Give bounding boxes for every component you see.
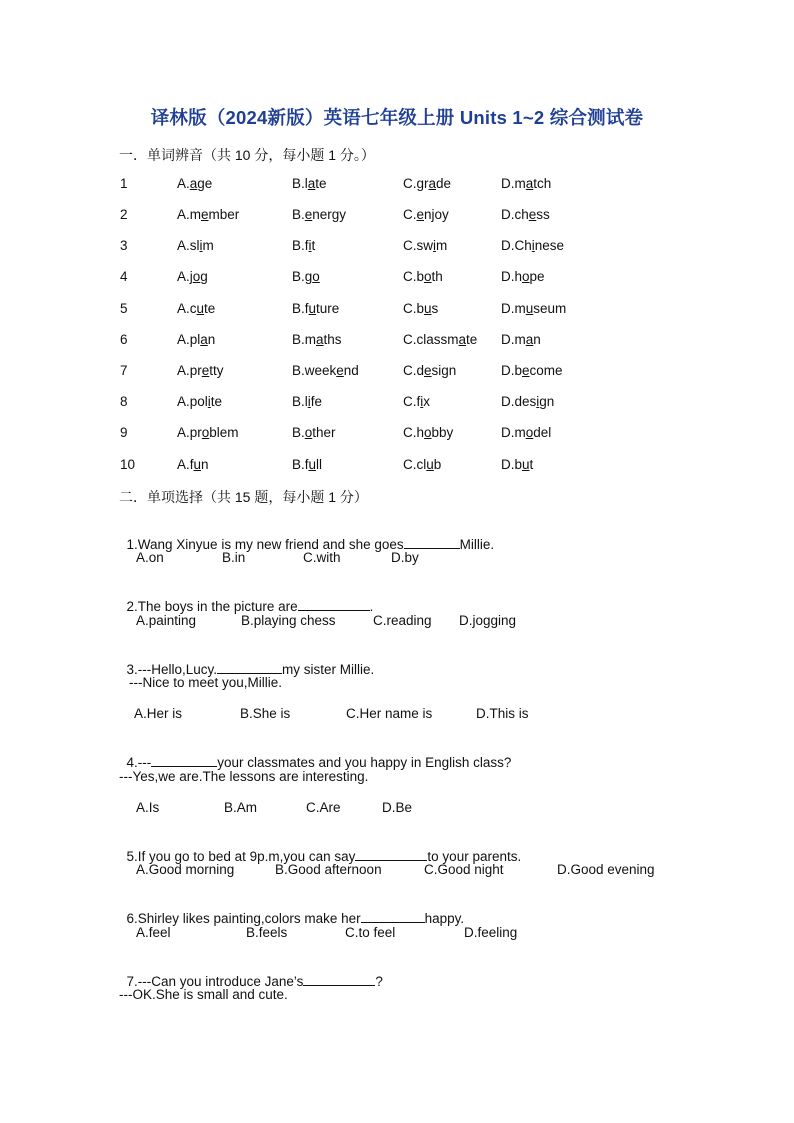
phonetics-row (120, 176, 680, 196)
word-part-pre: C.b (403, 269, 425, 284)
word-part-pre: A.pr (177, 363, 202, 378)
word-option-c (403, 425, 453, 440)
option-d: D.This is (476, 706, 529, 721)
question-4-text: 4.--- (126, 755, 152, 770)
underlined-letters: e (336, 363, 344, 378)
phonetics-row (120, 457, 680, 477)
word-option-d (501, 238, 564, 253)
word-option-a (177, 425, 239, 440)
phonetics-row (120, 301, 680, 321)
word-option-c (403, 301, 438, 316)
underlined-letters: u (424, 301, 432, 316)
underlined-letters: i (199, 238, 203, 253)
underlined-letters: i (307, 394, 311, 409)
word-part-post: ther (312, 425, 336, 440)
answer-blank (298, 596, 370, 611)
word-option-b (292, 457, 322, 472)
question-3 (119, 644, 374, 677)
word-option-b (292, 207, 346, 222)
word-option-d (501, 457, 533, 472)
underlined-letters: a (428, 176, 437, 191)
word-part-pre: B.f (292, 238, 309, 253)
answer-blank (404, 534, 460, 549)
row-number: 8 (120, 394, 128, 409)
phonetics-row (120, 332, 680, 352)
answer-blank (151, 752, 217, 767)
option-a: A.feel (136, 925, 171, 940)
option-c: C.Are (306, 800, 341, 815)
word-part-pre: B.l (292, 394, 308, 409)
word-part-post: ture (316, 301, 340, 316)
question-7-text-end: ? (375, 974, 383, 989)
word-part-pre: A.pl (177, 332, 201, 347)
word-part-pre: D.m (501, 425, 526, 440)
row-number: 5 (120, 301, 128, 316)
word-part-pre: D.des (501, 394, 537, 409)
question-7-text: 7.---Can you introduce Jane’s (126, 974, 304, 989)
row-number: 1 (120, 176, 128, 191)
word-part-pre: A.pr (177, 425, 202, 440)
word-part-post: mber (208, 207, 240, 222)
word-part-post: s (431, 301, 439, 316)
word-option-a (177, 457, 209, 472)
word-part-pre: D.m (501, 301, 526, 316)
word-part-pre: B. (292, 425, 305, 440)
underlined-letters: u (426, 457, 434, 472)
answer-blank (217, 659, 282, 674)
underlined-letters: a (189, 176, 198, 191)
option-c: C.Her name is (346, 706, 433, 721)
word-part-pre: B.m (292, 332, 317, 347)
word-part-post: sign (431, 363, 457, 378)
word-part-post: ths (323, 332, 342, 347)
word-option-d (501, 301, 566, 316)
word-part-pre: D.Ch (501, 238, 532, 253)
word-part-post: bby (431, 425, 454, 440)
option-d: D.feeling (464, 925, 518, 940)
word-part-post: n (201, 457, 209, 472)
section-heading-phonetics: 一．单词辨音（共 10 分，每小题 1 分。） (119, 147, 375, 163)
option-d: D.Good evening (557, 862, 655, 877)
question-4 (119, 737, 511, 770)
row-number: 4 (120, 269, 128, 284)
question-7-reply: ---OK.She is small and cute. (119, 987, 288, 1002)
word-part-pre: B.l (292, 176, 308, 191)
question-1 (119, 519, 494, 552)
word-part-post: de (436, 176, 452, 191)
word-option-c (403, 394, 430, 409)
word-option-d (501, 207, 550, 222)
question-1-text-end: Millie. (459, 537, 495, 552)
phonetics-row (120, 363, 680, 383)
underlined-letters: o (424, 269, 432, 284)
underlined-letters: u (308, 457, 317, 472)
word-part-pre: A.pol (177, 394, 208, 409)
question-2 (119, 581, 373, 614)
underlined-letters: o (312, 269, 320, 284)
word-part-pre: C. (403, 207, 417, 222)
word-option-b (292, 301, 339, 316)
answer-blank (361, 908, 425, 923)
word-option-a (177, 332, 215, 347)
word-option-c (403, 269, 443, 284)
word-part-post: b (433, 457, 442, 472)
phonetics-row (120, 394, 680, 414)
word-part-pre: C.cl (403, 457, 427, 472)
underlined-letters: a (458, 332, 467, 347)
word-option-b (292, 238, 315, 253)
word-part-post: ss (536, 207, 550, 222)
word-option-b (292, 363, 359, 378)
word-part-pre: A.c (177, 301, 197, 316)
word-option-b (292, 425, 336, 440)
word-option-d (501, 332, 541, 347)
underlined-letters: i (420, 394, 424, 409)
word-part-pre: B.week (292, 363, 337, 378)
underlined-letters: e (424, 363, 432, 378)
word-part-post: t (529, 457, 534, 472)
question-1-text: 1.Wang Xinyue is my new friend and she goes (126, 537, 404, 552)
underlined-letters: a (200, 332, 208, 347)
question-5-text: 5.If you go to bed at 9p.m,you can say (126, 849, 356, 864)
underlined-letters: i (433, 238, 436, 253)
word-part-pre: B.f (292, 301, 309, 316)
word-part-post: te (204, 301, 216, 316)
option-c: C.with (303, 550, 341, 565)
row-number: 3 (120, 238, 128, 253)
underlined-letters: o (304, 425, 313, 440)
word-part-post: te (466, 332, 478, 347)
underlined-letters: e (528, 207, 537, 222)
option-b: B.Good afternoon (275, 862, 382, 877)
underlined-letters: o (522, 269, 530, 284)
word-option-c (403, 363, 456, 378)
underlined-letters: a (525, 332, 534, 347)
word-part-post: g (200, 269, 208, 284)
word-part-post: x (423, 394, 431, 409)
question-3-reply: ---Nice to meet you,Millie. (129, 675, 283, 690)
word-part-pre: D.m (501, 176, 526, 191)
word-part-post: te (210, 394, 223, 409)
underlined-letters: a (316, 332, 324, 347)
option-b: B.Am (224, 800, 258, 815)
word-part-pre: D.h (501, 269, 523, 284)
word-part-pre: A. (177, 176, 190, 191)
option-b: B.feels (246, 925, 288, 940)
underlined-letters: u (308, 301, 317, 316)
word-option-a (177, 363, 224, 378)
word-option-d (501, 394, 554, 409)
word-part-post: blem (209, 425, 239, 440)
underlined-letters: u (193, 457, 202, 472)
option-c: C.reading (373, 613, 432, 628)
word-part-post: come (529, 363, 563, 378)
answer-blank (355, 846, 427, 861)
underlined-letters: a (525, 176, 534, 191)
word-part-pre: C.d (403, 363, 425, 378)
word-part-pre: D.b (501, 457, 523, 472)
option-d: D.by (391, 550, 419, 565)
word-part-pre: C.gr (403, 176, 429, 191)
word-part-post: nese (534, 238, 565, 253)
question-5-text-end: to your parents. (427, 849, 522, 864)
row-number: 7 (120, 363, 128, 378)
option-a: A.Good morning (136, 862, 235, 877)
word-option-a (177, 176, 212, 191)
phonetics-row (120, 238, 680, 258)
question-4-reply: ---Yes,we are.The lessons are interesting. (119, 769, 369, 784)
word-part-post: njoy (424, 207, 449, 222)
word-part-post: gn (539, 394, 555, 409)
question-5 (119, 831, 521, 864)
question-3-text-end: my sister Millie. (282, 662, 375, 677)
word-part-post: m (202, 238, 214, 253)
word-option-b (292, 394, 322, 409)
underlined-letters: e (201, 363, 210, 378)
word-part-pre: C.sw (403, 238, 433, 253)
word-part-post: n (207, 332, 216, 347)
question-6-text: 6.Shirley likes painting,colors make her (126, 911, 361, 926)
underlined-letters: i (207, 394, 211, 409)
word-part-post: ge (197, 176, 213, 191)
word-part-post: n (533, 332, 541, 347)
word-option-b (292, 176, 327, 191)
word-part-pre: B.f (292, 457, 309, 472)
underlined-letters: u (196, 301, 205, 316)
option-b: B.in (222, 550, 246, 565)
word-part-post: pe (529, 269, 545, 284)
word-option-c (403, 457, 441, 472)
word-part-pre: A.m (177, 207, 202, 222)
answer-blank (303, 971, 375, 986)
word-part-post: tty (209, 363, 224, 378)
underlined-letters: o (424, 425, 432, 440)
option-d: D.jogging (459, 613, 517, 628)
question-3-text: 3.---Hello,Lucy. (126, 662, 218, 677)
word-part-post: seum (533, 301, 567, 316)
underlined-letters: a (307, 176, 316, 191)
word-part-pre: D.ch (501, 207, 529, 222)
underlined-letters: u (525, 301, 534, 316)
option-b: B.She is (240, 706, 291, 721)
word-part-pre: B. (292, 207, 305, 222)
section-heading-multiple-choice: 二．单项选择（共 15 题，每小题 1 分） (119, 489, 368, 505)
word-part-post: nd (343, 363, 359, 378)
word-option-d (501, 176, 551, 191)
word-option-d (501, 269, 545, 284)
underlined-letters: i (531, 238, 535, 253)
phonetics-row (120, 269, 680, 289)
underlined-letters: o (192, 269, 201, 284)
word-part-post: te (315, 176, 327, 191)
word-option-a (177, 394, 222, 409)
underlined-letters: o (525, 425, 534, 440)
word-part-post: fe (310, 394, 323, 409)
phonetics-row (120, 207, 680, 227)
question-4-text-end: your classmates and you happy in English class? (217, 755, 512, 770)
word-option-d (501, 363, 563, 378)
word-part-pre: C.b (403, 301, 425, 316)
word-part-post: nergy (312, 207, 347, 222)
word-part-pre: C.classm (403, 332, 459, 347)
word-part-pre: B.g (292, 269, 313, 284)
word-part-pre: C.f (403, 394, 421, 409)
underlined-letters: e (416, 207, 425, 222)
phonetics-row (120, 425, 680, 445)
option-d: D.Be (382, 800, 413, 815)
word-part-pre: D.b (501, 363, 523, 378)
word-part-post: th (431, 269, 443, 284)
word-option-c (403, 332, 477, 347)
option-a: A.painting (136, 613, 197, 628)
underlined-letters: u (522, 457, 530, 472)
word-option-a (177, 269, 208, 284)
word-option-c (403, 207, 449, 222)
word-option-a (177, 238, 214, 253)
option-b: B.playing chess (241, 613, 336, 628)
question-7 (119, 956, 383, 989)
word-option-d (501, 425, 551, 440)
word-option-c (403, 176, 451, 191)
row-number: 6 (120, 332, 128, 347)
option-a: A.on (136, 550, 164, 565)
word-part-pre: A.j (177, 269, 193, 284)
option-c: C.Good night (424, 862, 504, 877)
word-part-pre: A.sl (177, 238, 200, 253)
option-c: C.to feel (345, 925, 396, 940)
word-part-pre: A.f (177, 457, 194, 472)
question-6-text-end: happy. (424, 911, 465, 926)
underlined-letters: e (522, 363, 530, 378)
word-part-post: ll (316, 457, 323, 472)
word-option-c (403, 238, 447, 253)
underlined-letters: o (201, 425, 210, 440)
word-part-post: del (533, 425, 552, 440)
option-a: A.Is (136, 800, 160, 815)
row-number: 2 (120, 207, 128, 222)
word-option-a (177, 207, 239, 222)
question-6 (119, 893, 464, 926)
word-option-a (177, 301, 215, 316)
question-2-text: 2.The boys in the picture are (126, 599, 298, 614)
option-a: A.Her is (134, 706, 183, 721)
question-2-text-end: . (369, 599, 374, 614)
row-number: 9 (120, 425, 128, 440)
word-part-pre: C.h (403, 425, 425, 440)
underlined-letters: i (308, 238, 312, 253)
row-number: 10 (120, 457, 136, 472)
underlined-letters: e (304, 207, 313, 222)
page-title: 译林版（2024新版）英语七年级上册 Units 1~2 综合测试卷 (150, 107, 644, 128)
word-option-b (292, 332, 342, 347)
word-part-post: t (311, 238, 316, 253)
word-option-b (292, 269, 320, 284)
underlined-letters: i (536, 394, 540, 409)
word-part-post: m (436, 238, 448, 253)
word-part-post: tch (533, 176, 552, 191)
underlined-letters: e (201, 207, 209, 222)
word-part-pre: D.m (501, 332, 526, 347)
